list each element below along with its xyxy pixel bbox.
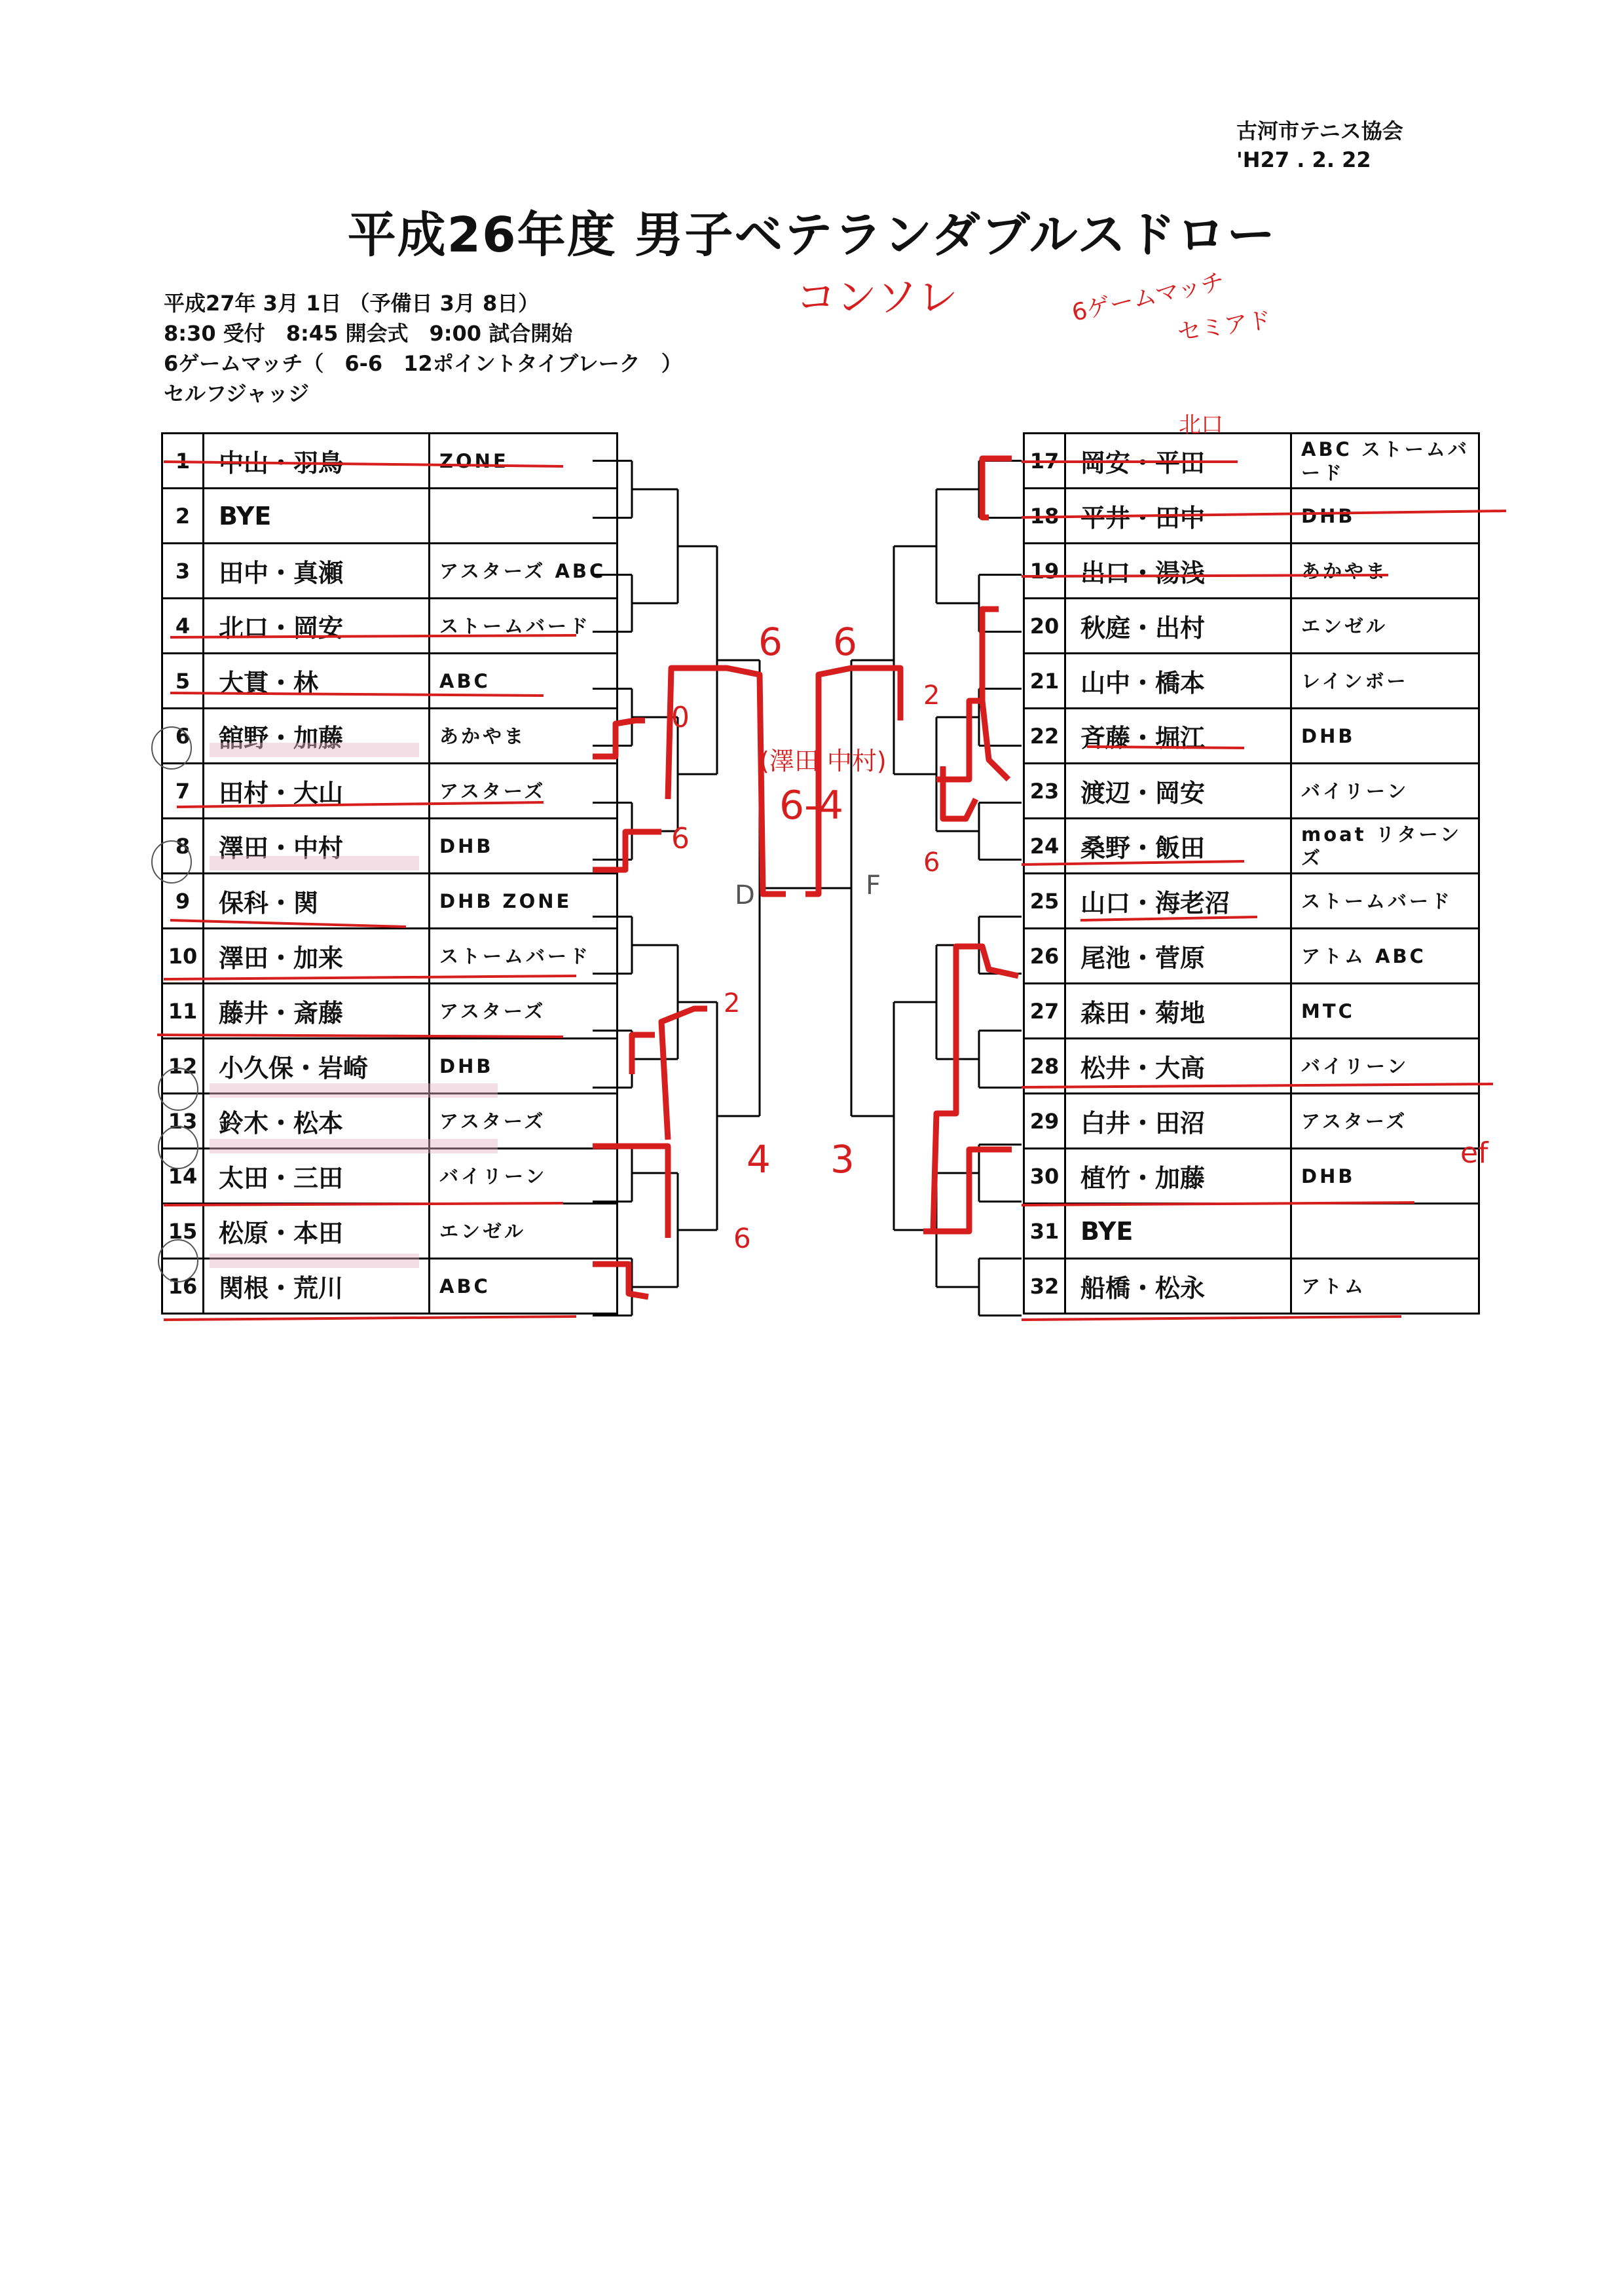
club-name: ZONE — [430, 434, 618, 489]
club-name: ABC ストームバード — [1291, 434, 1479, 489]
winner-path-lines — [593, 458, 1018, 1297]
entry-number: 16 — [162, 1259, 204, 1314]
entry-number: 1 — [162, 434, 204, 489]
player-names: 田中・真瀬 — [204, 544, 430, 599]
player-names: 田村・大山 — [204, 764, 430, 819]
club-name: ABC — [430, 1259, 618, 1314]
bottom-score-6: 6 — [733, 1222, 751, 1254]
entry-number: 25 — [1024, 874, 1065, 929]
player-names: 澤田・中村 — [204, 819, 430, 874]
info-date: 平成27年 3月 1日 （予備日 3月 8日） — [164, 291, 540, 316]
player-names: 中山・羽鳥 — [204, 434, 430, 489]
r1-score-6: 6 — [671, 822, 690, 855]
ef-note: ef — [1460, 1136, 1488, 1170]
entry-number: 3 — [162, 544, 204, 599]
entry-number: 5 — [162, 654, 204, 709]
strike-lines — [157, 462, 1506, 1320]
club-name: DHB — [1291, 489, 1479, 544]
player-names: 太田・三田 — [204, 1149, 430, 1204]
entry-number: 13 — [162, 1094, 204, 1149]
player-names: 北口・岡安 — [204, 599, 430, 654]
player-names: 松井・大高 — [1065, 1039, 1291, 1094]
player-names: 秋庭・出村 — [1065, 599, 1291, 654]
info-format: 6ゲームマッチ（ 6-6 12ポイントタイブレーク ） — [164, 351, 682, 376]
entry-number: 24 — [1024, 819, 1065, 874]
entry-number: 31 — [1024, 1204, 1065, 1259]
player-names: 森田・菊地 — [1065, 984, 1291, 1039]
final-mark-f: F — [866, 870, 881, 901]
club-name: アトム — [1291, 1259, 1479, 1314]
bracket-lines — [593, 461, 1022, 1316]
club-name: あかやま — [430, 709, 618, 764]
player-names: 尾池・菅原 — [1065, 929, 1291, 984]
entry-number: 30 — [1024, 1149, 1065, 1204]
page-title: 平成26年度 男子ベテランダブルスドロー — [347, 207, 1277, 263]
club-name: DHB — [1291, 709, 1479, 764]
club-name: moat リターンズ — [1291, 819, 1479, 874]
semi-right-score: 6 — [833, 620, 857, 664]
club-name: DHB — [430, 1039, 618, 1094]
document-date: 'H27 . 2. 22 — [1236, 147, 1371, 172]
player-names: 山中・橋本 — [1065, 654, 1291, 709]
info-schedule: 8:30 受付 8:45 開会式 9:00 試合開始 — [164, 321, 573, 346]
club-name: DHB — [430, 819, 618, 874]
entry-number: 18 — [1024, 489, 1065, 544]
club-name: アスターズ ABC — [430, 544, 618, 599]
club-name: ABC — [430, 654, 618, 709]
player-names: 植竹・加藤 — [1065, 1149, 1291, 1204]
club-name: アスターズ — [430, 984, 618, 1039]
bottom-score-4: 4 — [747, 1137, 771, 1182]
final-marks — [735, 870, 881, 910]
player-names: 藤井・斎藤 — [204, 984, 430, 1039]
entry-number: 11 — [162, 984, 204, 1039]
entry-number: 7 — [162, 764, 204, 819]
player-names: 平井・田中 — [1065, 489, 1291, 544]
entry-number: 27 — [1024, 984, 1065, 1039]
club-name: アスターズ — [430, 764, 618, 819]
club-name: DHB — [1291, 1149, 1479, 1204]
entry-number: 12 — [162, 1039, 204, 1094]
club-name: レインボー — [1291, 654, 1479, 709]
semi-left-score: 6 — [758, 620, 783, 664]
entry-number: 17 — [1024, 434, 1065, 489]
club-name: あかやま — [1291, 544, 1479, 599]
entry-number: 23 — [1024, 764, 1065, 819]
player-names: 岡安・平田 — [1065, 434, 1291, 489]
player-names: 船橋・松永 — [1065, 1259, 1291, 1314]
player-names: 渡辺・岡安 — [1065, 764, 1291, 819]
organization-label: 古河市テニス協会 — [1236, 119, 1403, 143]
player-names: 関根・荒川 — [204, 1259, 430, 1314]
entry-number: 22 — [1024, 709, 1065, 764]
consolation-note: コンソレ — [796, 273, 959, 321]
player-names: 澤田・加来 — [204, 929, 430, 984]
entry-number: 10 — [162, 929, 204, 984]
player-names: BYE — [1065, 1204, 1291, 1259]
club-name: エンゼル — [1291, 599, 1479, 654]
entry-number: 32 — [1024, 1259, 1065, 1314]
club-name: アスターズ — [1291, 1094, 1479, 1149]
r1-score-0: 0 — [671, 701, 690, 734]
club-name: バイリーン — [430, 1149, 618, 1204]
club-name: アスターズ — [430, 1094, 618, 1149]
player-names: 斉藤・堀江 — [1065, 709, 1291, 764]
highlight-marks — [210, 750, 498, 1261]
entry-number: 28 — [1024, 1039, 1065, 1094]
player-names: 舘野・加藤 — [204, 709, 430, 764]
club-name: DHB ZONE — [430, 874, 618, 929]
handwritten-notes — [671, 268, 1489, 1254]
circle-marks — [152, 727, 198, 1282]
club-name: アトム ABC — [1291, 929, 1479, 984]
club-name: バイリーン — [1291, 1039, 1479, 1094]
club-name: エンゼル — [430, 1204, 618, 1259]
player-names: 出口・湯浅 — [1065, 544, 1291, 599]
kitaguchi-note: 北口 — [1179, 412, 1223, 438]
player-names: 白井・田沼 — [1065, 1094, 1291, 1149]
entry-number: 6 — [162, 709, 204, 764]
info-judge: セルフジャッジ — [164, 381, 310, 406]
entry-number: 9 — [162, 874, 204, 929]
entry-number: 15 — [162, 1204, 204, 1259]
player-names: 小久保・岩崎 — [204, 1039, 430, 1094]
format-note-1: 6ゲームマッチ — [1069, 268, 1227, 327]
player-names: 松原・本田 — [204, 1204, 430, 1259]
final-mark-d: D — [735, 880, 755, 910]
player-names: 保科・関 — [204, 874, 430, 929]
entry-number: 20 — [1024, 599, 1065, 654]
entry-number: 26 — [1024, 929, 1065, 984]
entry-number: 21 — [1024, 654, 1065, 709]
club-name: バイリーン — [1291, 764, 1479, 819]
player-names: BYE — [204, 489, 430, 544]
player-names: 山口・海老沼 — [1065, 874, 1291, 929]
club-name: ストームバード — [430, 599, 618, 654]
right-score-3: 3 — [830, 1137, 855, 1182]
club-name: ストームバード — [430, 929, 618, 984]
entry-number: 19 — [1024, 544, 1065, 599]
right-score-6: 6 — [923, 848, 940, 878]
format-note-2: セミアド — [1175, 307, 1273, 346]
r2-score-2: 2 — [724, 988, 741, 1018]
final-pair-note: (澤田 中村) — [760, 747, 887, 775]
entry-number: 29 — [1024, 1094, 1065, 1149]
right-score-2: 2 — [923, 681, 940, 711]
entry-number: 2 — [162, 489, 204, 544]
entry-number: 14 — [162, 1149, 204, 1204]
club-name: MTC — [1291, 984, 1479, 1039]
player-names: 鈴木・松本 — [204, 1094, 430, 1149]
final-score: 6-4 — [779, 783, 843, 829]
player-names: 大貫・林 — [204, 654, 430, 709]
entry-number: 8 — [162, 819, 204, 874]
club-name: ストームバード — [1291, 874, 1479, 929]
player-names: 桑野・飯田 — [1065, 819, 1291, 874]
entry-number: 4 — [162, 599, 204, 654]
